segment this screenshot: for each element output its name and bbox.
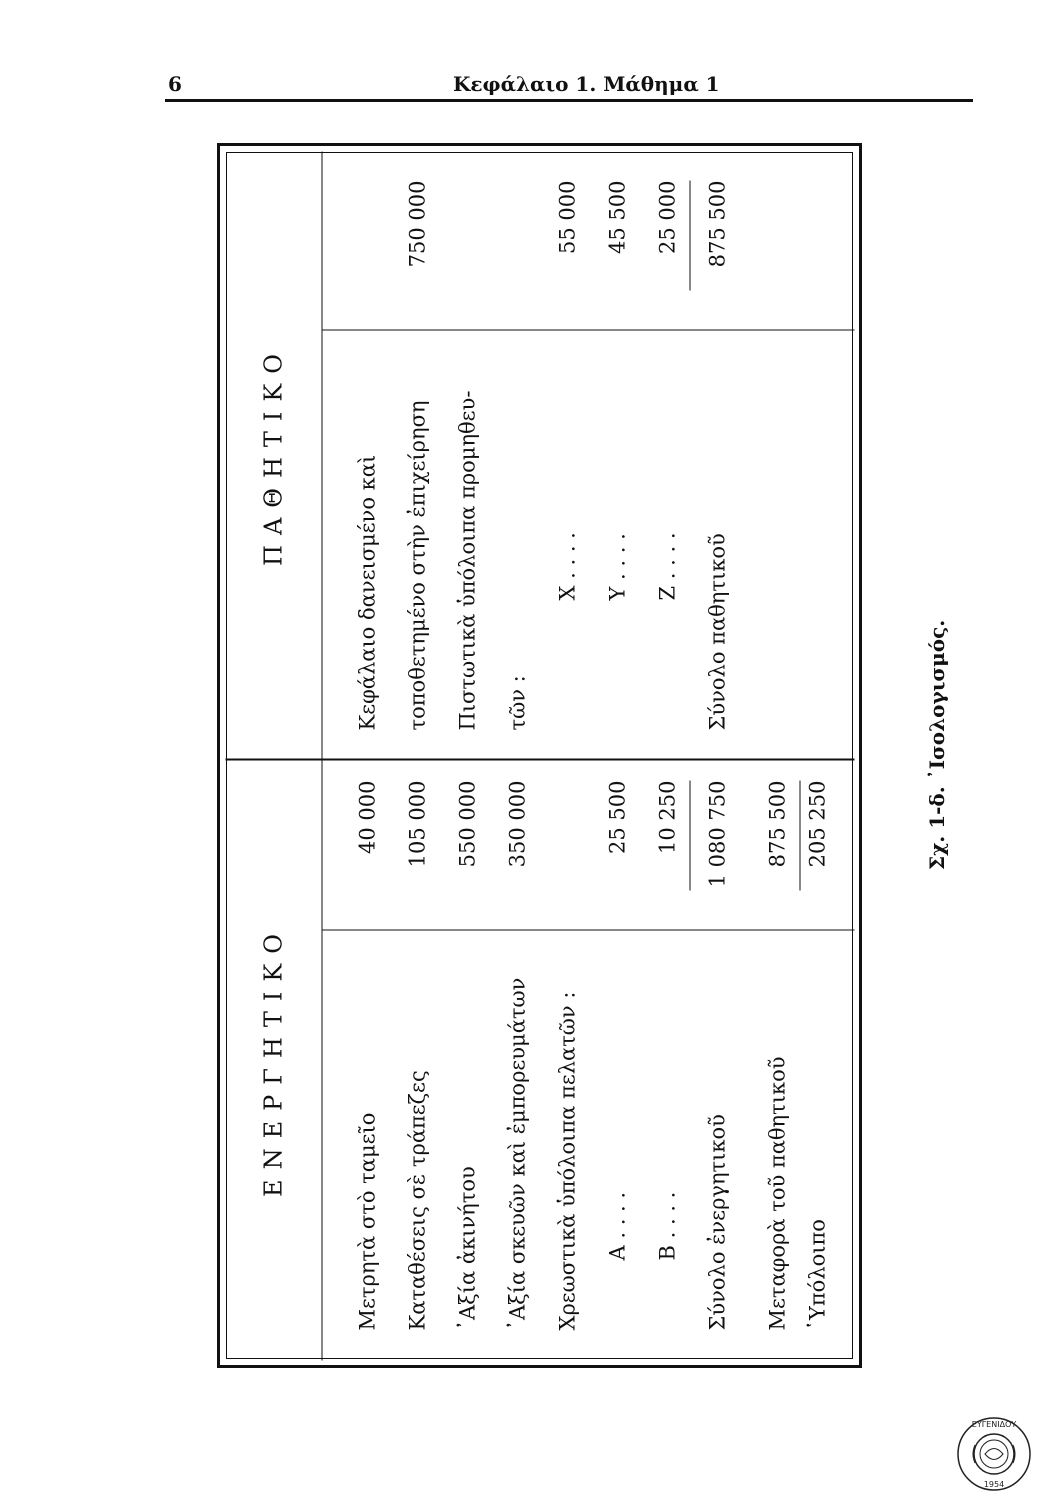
subtotal-rule: [689, 180, 690, 290]
asset-amount: 550 000: [455, 780, 479, 867]
asset-amount: 105 000: [405, 780, 429, 867]
page-number: 6: [168, 72, 182, 96]
asset-label: Χρεωστικὰ ὑπόλοιπα πελατῶν :: [555, 991, 579, 1330]
liability-label: Χ . . . .: [555, 531, 579, 600]
liabilities-amount-divider: [321, 329, 854, 330]
liabilities-heading: ΠΑΘΗΤΙΚΟ: [259, 343, 287, 566]
table-inner-frame: [226, 152, 853, 1359]
balance-sheet-table: [217, 143, 862, 1368]
liability-label: Υ . . . .: [605, 532, 629, 600]
svg-text:ΕΥΓΕΝΙΔΟΥ: ΕΥΓΕΝΙΔΟΥ: [971, 1420, 1017, 1429]
asset-label: ῾Υπόλοιπο: [805, 1218, 829, 1330]
asset-label: Μετρητὰ στὸ ταμεῖο: [355, 1112, 379, 1330]
asset-label: Α . . . .: [605, 1191, 629, 1260]
running-title: Κεφάλαιο 1. Μάθημα 1: [453, 72, 720, 96]
subtotal-rule: [689, 780, 690, 890]
liability-amount: 45 500: [605, 180, 629, 254]
asset-amount: 10 250: [655, 780, 679, 854]
liability-label: Πιστωτικὰ ὑπόλοιπα προμηθευ-: [455, 390, 479, 730]
table-rotated-content: [225, 151, 854, 1360]
liability-label: τοποθετημένο στὴν ἐπιχείρηση: [405, 399, 429, 730]
liability-amount: 25 000: [655, 180, 679, 254]
liability-amount: 750 000: [405, 180, 429, 267]
header-rule: [165, 99, 973, 102]
asset-amount: 1 080 750: [705, 780, 729, 887]
asset-label: Σύνολο ἐνεργητικοῦ: [705, 1113, 729, 1330]
asset-label: ᾿Αξία ἀκινήτου: [455, 1165, 479, 1330]
asset-label: ᾿Αξία σκευῶν καὶ ἐμπορευμάτων: [505, 977, 529, 1330]
liability-label: Ζ . . . .: [655, 532, 679, 600]
liability-label: Σύνολο παθητικοῦ: [705, 532, 729, 730]
liability-label: τῶν :: [505, 674, 529, 730]
foundation-seal-icon: [955, 1415, 1033, 1493]
subtotal-rule: [799, 780, 800, 890]
liability-amount: 55 000: [555, 180, 579, 254]
asset-label: Καταθέσεις σὲ τράπεζες: [405, 1069, 429, 1330]
asset-amount: 25 500: [605, 780, 629, 854]
heading-divider: [321, 151, 322, 1360]
liability-label: Κεφάλαιο δανεισμένο καὶ: [355, 454, 379, 730]
asset-amount: 40 000: [355, 780, 379, 854]
asset-label: Β . . . .: [655, 1191, 679, 1260]
liability-amount: 875 500: [705, 180, 729, 267]
asset-amount: 875 500: [765, 780, 789, 867]
asset-label: Μεταφορὰ τοῦ παθητικοῦ: [765, 1055, 789, 1330]
asset-amount: 350 000: [505, 780, 529, 867]
center-divider: [225, 758, 854, 760]
svg-text:1954: 1954: [983, 1480, 1005, 1489]
asset-amount: 205 250: [805, 780, 829, 867]
figure-caption: Σχ. 1-δ. ᾿Ισολογισμός.: [925, 619, 949, 870]
assets-heading: ΕΝΕΡΓΗΤΙΚΟ: [259, 923, 287, 1197]
